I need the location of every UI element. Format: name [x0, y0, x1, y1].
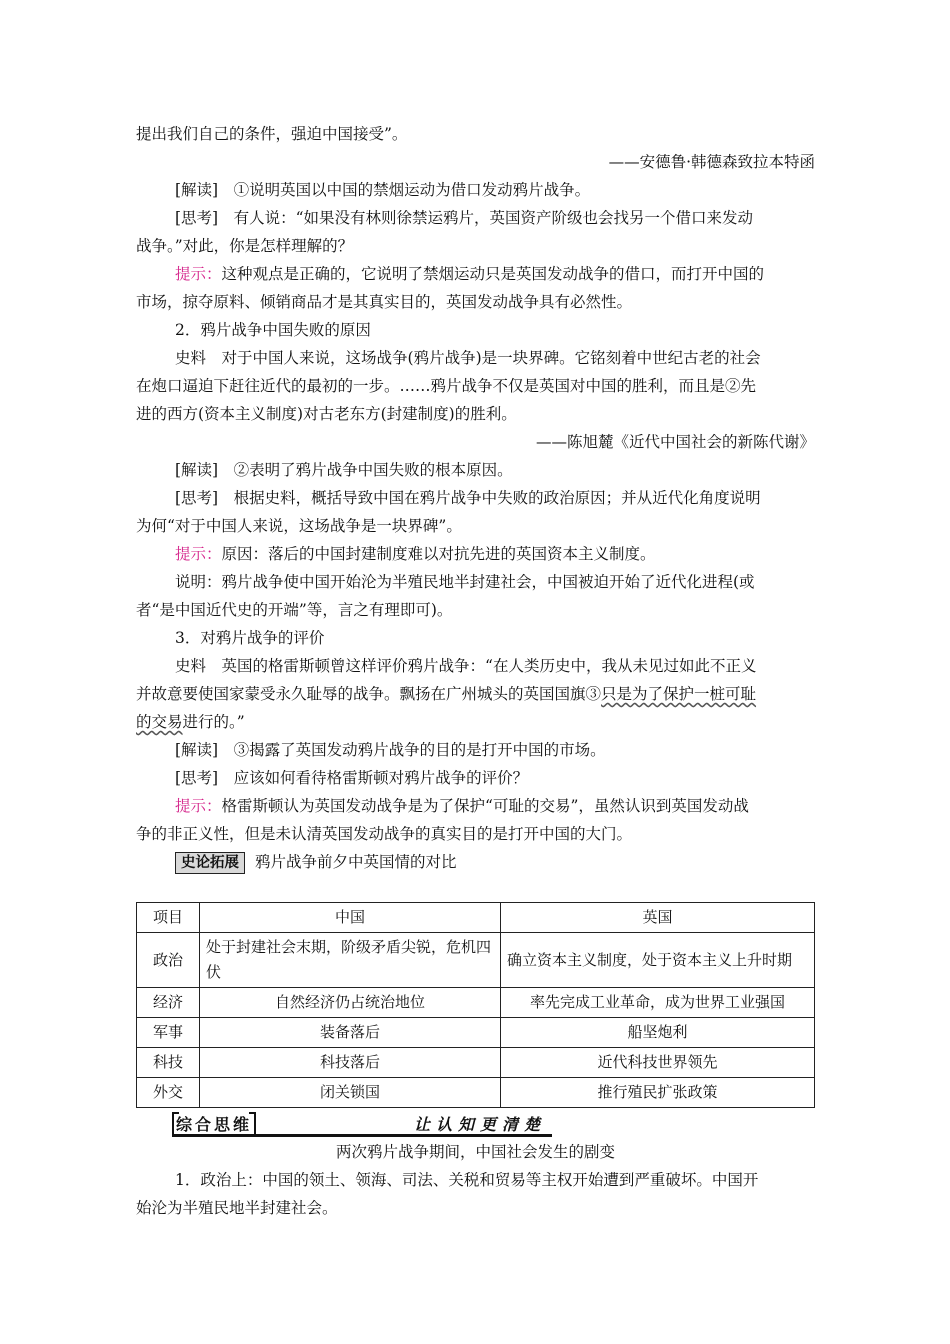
table-cell: 处于封建社会末期，阶级矛盾尖锐，危机四伏 — [200, 933, 501, 988]
section-heading: 3．对鸦片战争的评价 — [175, 629, 325, 647]
interpretation-tag: [解读] — [175, 461, 219, 479]
table-cell: 科技落后 — [200, 1048, 501, 1078]
table-cell: 推行殖民扩张政策 — [501, 1078, 815, 1108]
hint-line — [175, 542, 815, 566]
thinking-line — [175, 486, 815, 510]
hint-label: 提示： — [175, 797, 222, 815]
thinking-text: 根据史料，概括导致中国在鸦片战争中失败的政治原因；并从近代化角度说明 — [233, 489, 761, 507]
text-line: 争的非正义性，但是未认清英国发动战争的真实目的是打开中国的大门。 — [136, 825, 633, 843]
interpretation-line — [175, 458, 815, 482]
source-material-tag: 史料 — [175, 349, 207, 367]
text-line: 者“是中国近代史的开端”等，言之有理即可)。 — [136, 601, 453, 619]
hint-line — [175, 262, 815, 286]
table-cell: 科技 — [137, 1048, 200, 1078]
table-cell: 军事 — [137, 1018, 200, 1048]
table-cell: 率先完成工业革命，成为世界工业强国 — [501, 988, 815, 1018]
thinking-tag: [思考] — [175, 209, 219, 227]
table-cell: 装备落后 — [200, 1018, 501, 1048]
text-line: 进的西方(资本主义制度)对古老东方(封建制度)的胜利。 — [136, 405, 517, 423]
banner-slogan: 让认知更清楚 — [414, 1115, 547, 1134]
source-material-text: 对于中国人来说，这场战争(鸦片战争)是一块界碑。它铭刻着中世纪古老的社会 — [221, 349, 761, 367]
text-line: 提出我们自己的条件，强迫中国接受”。 — [136, 125, 408, 143]
expansion-header — [175, 850, 815, 874]
table-cell: 政治 — [137, 933, 200, 988]
text-line: 市场，掠夺原料、倾销商品才是其真实目的，英国发动战争具有必然性。 — [136, 293, 633, 311]
table-cell: 确立资本主义制度，处于资本主义上升时期 — [501, 933, 815, 988]
source-material-text: 英国的格雷斯顿曾这样评价鸦片战争：“在人类历史中，我从未见过如此不正义 — [221, 657, 757, 675]
table-cell: 船坚炮利 — [501, 1018, 815, 1048]
text-line: 为何“对于中国人来说，这场战争是一块界碑”。 — [136, 517, 462, 535]
thinking-tag: [思考] — [175, 769, 219, 787]
underlined-text: 的交易 — [136, 713, 183, 731]
hint-text: 原因：落后的中国封建制度难以对抗先进的英国资本主义制度。 — [221, 545, 656, 563]
text-line: 始沦为半殖民地半封建社会。 — [136, 1199, 338, 1217]
interpretation-text: ③揭露了英国发动鸦片战争的目的是打开中国的市场。 — [233, 741, 606, 759]
interpretation-tag: [解读] — [175, 181, 219, 199]
table-row — [137, 1078, 815, 1108]
table-header-row — [137, 903, 815, 933]
comparison-table — [136, 902, 815, 1108]
table-header: 中国 — [200, 903, 501, 933]
table-cell: 经济 — [137, 988, 200, 1018]
text-line — [136, 710, 816, 734]
interpretation-text: ①说明英国以中国的禁烟运动为借口发动鸦片战争。 — [233, 181, 591, 199]
text-line — [136, 682, 816, 706]
section-banner — [172, 1112, 552, 1134]
thinking-text: 应该如何看待格雷斯顿对鸦片战争的评价？ — [233, 769, 529, 787]
summary-title: 两次鸦片战争期间，中国社会发生的剧变 — [335, 1143, 615, 1161]
table-header: 项目 — [137, 903, 200, 933]
source-material-tag: 史料 — [175, 657, 207, 675]
text-line: 在炮口逼迫下赶往近代的最初的一步。……鸦片战争不仅是英国对中国的胜利，而且是②先 — [136, 377, 757, 395]
hint-text: 这种观点是正确的，它说明了禁烟运动只是英国发动战争的借口，而打开中国的 — [221, 265, 765, 283]
thinking-text: 有人说：“如果没有林则徐禁运鸦片，英国资产阶级也会找另一个借口来发动 — [233, 209, 754, 227]
table-header: 英国 — [501, 903, 815, 933]
hint-label: 提示： — [175, 545, 222, 563]
expansion-title: 鸦片战争前夕中英国情的对比 — [255, 853, 457, 871]
table-row — [137, 988, 815, 1018]
text-span: 进行的。” — [182, 713, 245, 731]
interpretation-text: ②表明了鸦片战争中国失败的根本原因。 — [233, 461, 513, 479]
table-row — [137, 1048, 815, 1078]
table-cell: 闭关锁国 — [200, 1078, 501, 1108]
interpretation-line — [175, 738, 815, 762]
expansion-tag: 史论拓展 — [175, 852, 245, 874]
source-material-line — [175, 654, 815, 678]
source-citation: ——安德鲁·韩德森致拉本特函 — [608, 153, 815, 171]
note-line: 说明：鸦片战争使中国开始沦为半殖民地半封建社会，中国被迫开始了近代化进程(或 — [175, 573, 755, 591]
table-row — [137, 1018, 815, 1048]
text-line: 1．政治上：中国的领土、领海、司法、关税和贸易等主权开始遭到严重破坏。中国开 — [175, 1171, 759, 1189]
thinking-line — [175, 206, 815, 230]
thinking-line — [175, 766, 815, 790]
table-cell: 自然经济仍占统治地位 — [200, 988, 501, 1018]
table-cell: 近代科技世界领先 — [501, 1048, 815, 1078]
thinking-tag: [思考] — [175, 489, 219, 507]
source-material-line — [175, 346, 815, 370]
banner-label: 综合思维 — [172, 1112, 256, 1135]
interpretation-line — [175, 178, 815, 202]
source-citation: ——陈旭麓《近代中国社会的新陈代谢》 — [535, 433, 815, 451]
interpretation-tag: [解读] — [175, 741, 219, 759]
text-line: 战争。”对此，你是怎样理解的？ — [136, 237, 354, 255]
hint-label: 提示： — [175, 265, 222, 283]
underlined-text: 只是为了保护一桩可耻 — [601, 685, 757, 703]
table-row — [137, 933, 815, 988]
table-cell: 外交 — [137, 1078, 200, 1108]
text-span: 并故意要使国家蒙受永久耻辱的战争。飘扬在广州城头的英国国旗③ — [136, 685, 602, 703]
banner-rule — [172, 1134, 552, 1137]
hint-line — [175, 794, 815, 818]
hint-text: 格雷斯顿认为英国发动战争是为了保护“可耻的交易”，虽然认识到英国发动战 — [221, 797, 749, 815]
section-heading: 2．鸦片战争中国失败的原因 — [175, 321, 371, 339]
